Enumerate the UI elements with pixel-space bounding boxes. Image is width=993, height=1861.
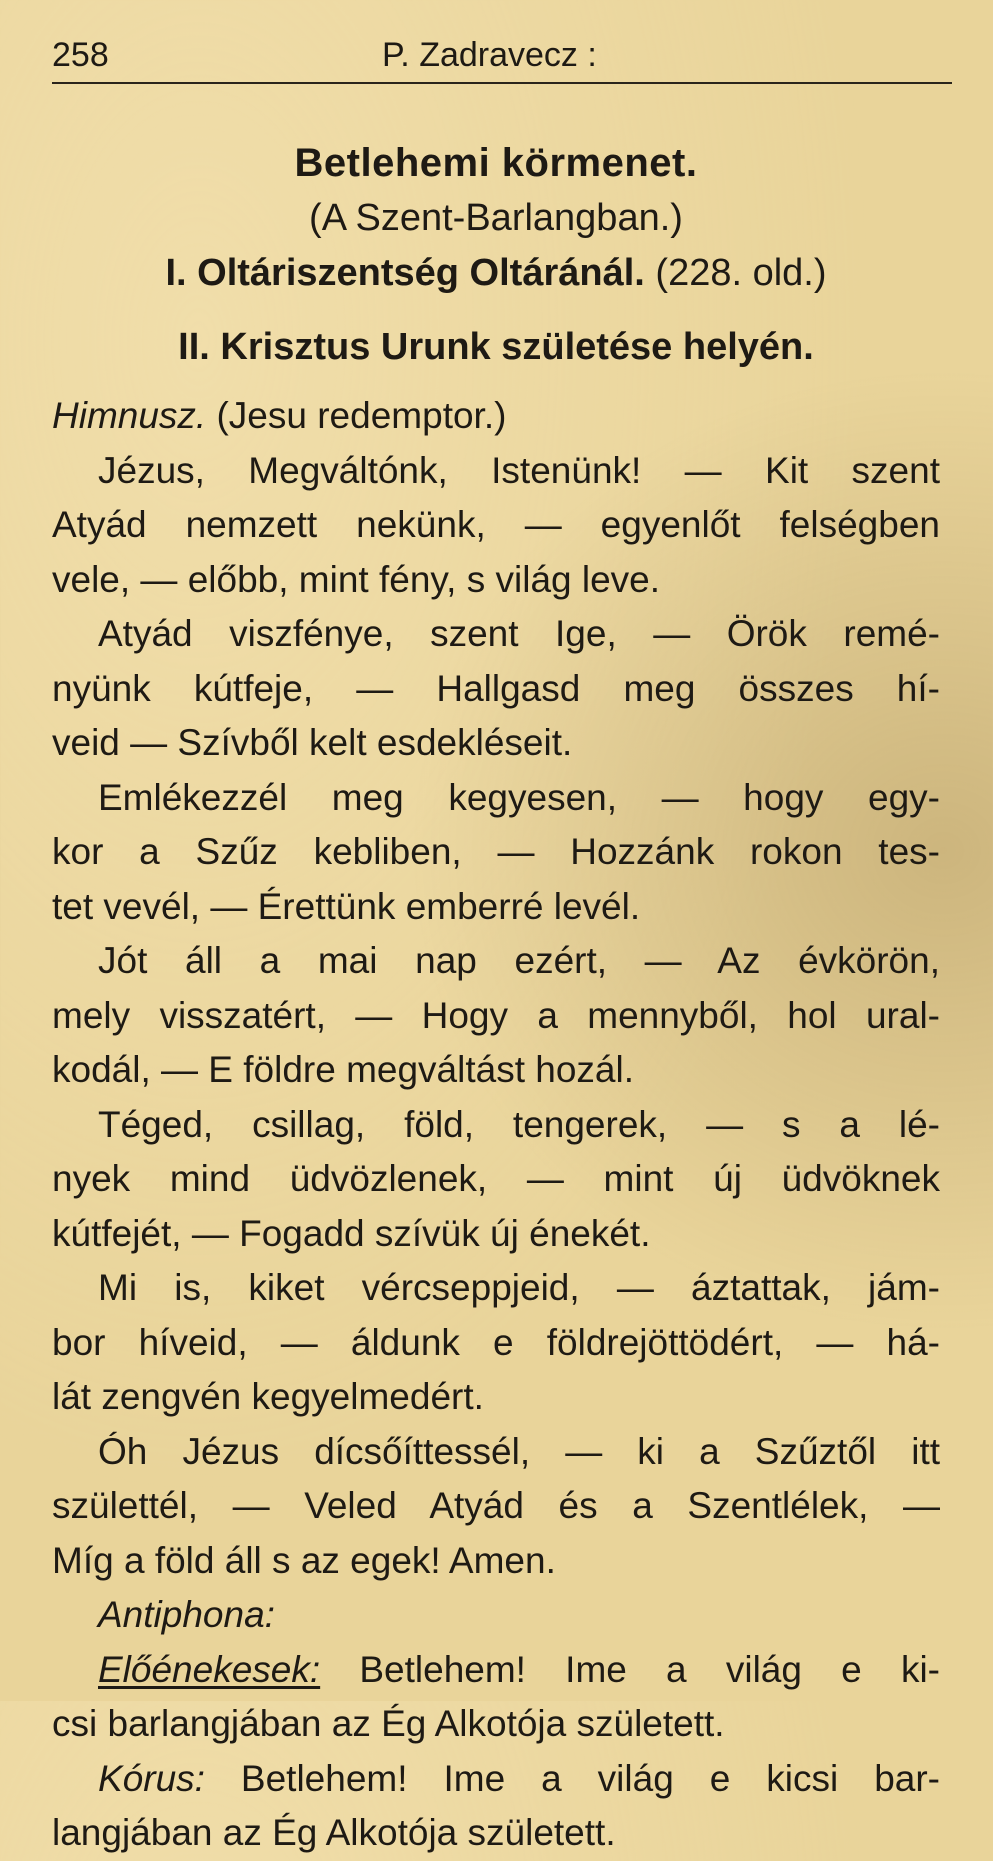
verse-line: Téged, csillag, föld, tengerek, — s a lé- [98, 1103, 940, 1145]
choir-line [52, 1752, 940, 1807]
verse-line: Jézus, Megváltónk, Istenünk! — Kit szent [98, 449, 940, 491]
verse-line: vele, — előbb, mint fény, s világ leve. [52, 558, 661, 600]
page-reference: (228. old.) [655, 252, 827, 294]
antiphona-heading [52, 1588, 940, 1643]
section-heading-1 [52, 248, 940, 298]
verse-line: Emlékezzél meg kegyesen, — hogy egy- [98, 776, 940, 818]
verse-line: Míg a föld áll s az egek! Amen. [52, 1539, 556, 1581]
cantor-line-2: csi barlangjában az Ég Alkotója született. [52, 1703, 725, 1744]
verse-line: lát zengvén kegyelmedért. [52, 1376, 484, 1417]
choir-label: Kórus: [98, 1757, 205, 1799]
verse-line: mely visszatért, — Hogy a mennyből, hol ural- [52, 994, 940, 1036]
verse-line: kodál, — E földre megváltást hozál. [52, 1049, 635, 1090]
running-title: P. Zadravecz : [382, 36, 597, 74]
header-rule [52, 82, 952, 84]
verse-line: nyek mind üdvözlenek, — mint új üdvöknek [52, 1158, 940, 1199]
verse-line: bor híveid, — áldunk e földrejöttödért, — há- [52, 1321, 940, 1363]
page-number: 258 [52, 36, 109, 74]
cantor-label: Előénekesek: [98, 1648, 321, 1690]
running-head [52, 30, 952, 80]
section-heading-2: II. Krisztus Urunk születése helyén. [178, 326, 814, 368]
verse-line: Atyád viszfénye, szent Ige, — Örök remé- [98, 613, 940, 654]
verse-line: nyünk kútfeje, — Hallgasd meg összes hí- [52, 667, 940, 709]
cantor-text: Betlehem! Ime a világ e ki- [320, 1648, 940, 1690]
verse-line: kor a Szűz kebliben, — Hozzánk rokon tes- [52, 831, 940, 872]
chapter-subtitle: (A Szent-Barlangban.) [309, 197, 683, 239]
verse-line: Jót áll a mai nap ezért, — Az évkörön, [98, 940, 940, 981]
verse-line: Óh Jézus dícsőíttessél, — ki a Szűztől itt [98, 1430, 940, 1472]
antiphona-label: Antiphona: [98, 1594, 275, 1635]
cantor-line [52, 1643, 940, 1698]
hymn-heading [52, 389, 940, 444]
verse-line: kútfejét, — Fogadd szívük új énekét. [52, 1212, 651, 1254]
chapter-title: Betlehemi körmenet. [294, 141, 698, 185]
verse-line: születtél, — Veled Atyád és a Szentlélek, — [52, 1485, 940, 1526]
section-heading-1-text: I. Oltáriszentség Oltáránál. [165, 252, 645, 294]
verse-line: veid — Szívből kelt esdekléseit. [52, 722, 573, 763]
verse-line: Atyád nemzett nekünk, — egyenlőt felségben [52, 504, 940, 545]
choir-text: Betlehem! Ime a világ e kicsi bar- [204, 1757, 940, 1799]
hymn-subtitle: (Jesu redemptor.) [216, 395, 507, 436]
hymn-text [52, 389, 940, 1861]
verse-line: tet vevél, — Érettünk emberré levél. [52, 885, 641, 927]
choir-line-2: langjában az Ég Alkotója született. [52, 1812, 616, 1853]
hymn-label: Himnusz. [52, 395, 207, 436]
verse-line: Mi is, kiket vércseppjeid, — áztattak, jám- [98, 1267, 940, 1308]
